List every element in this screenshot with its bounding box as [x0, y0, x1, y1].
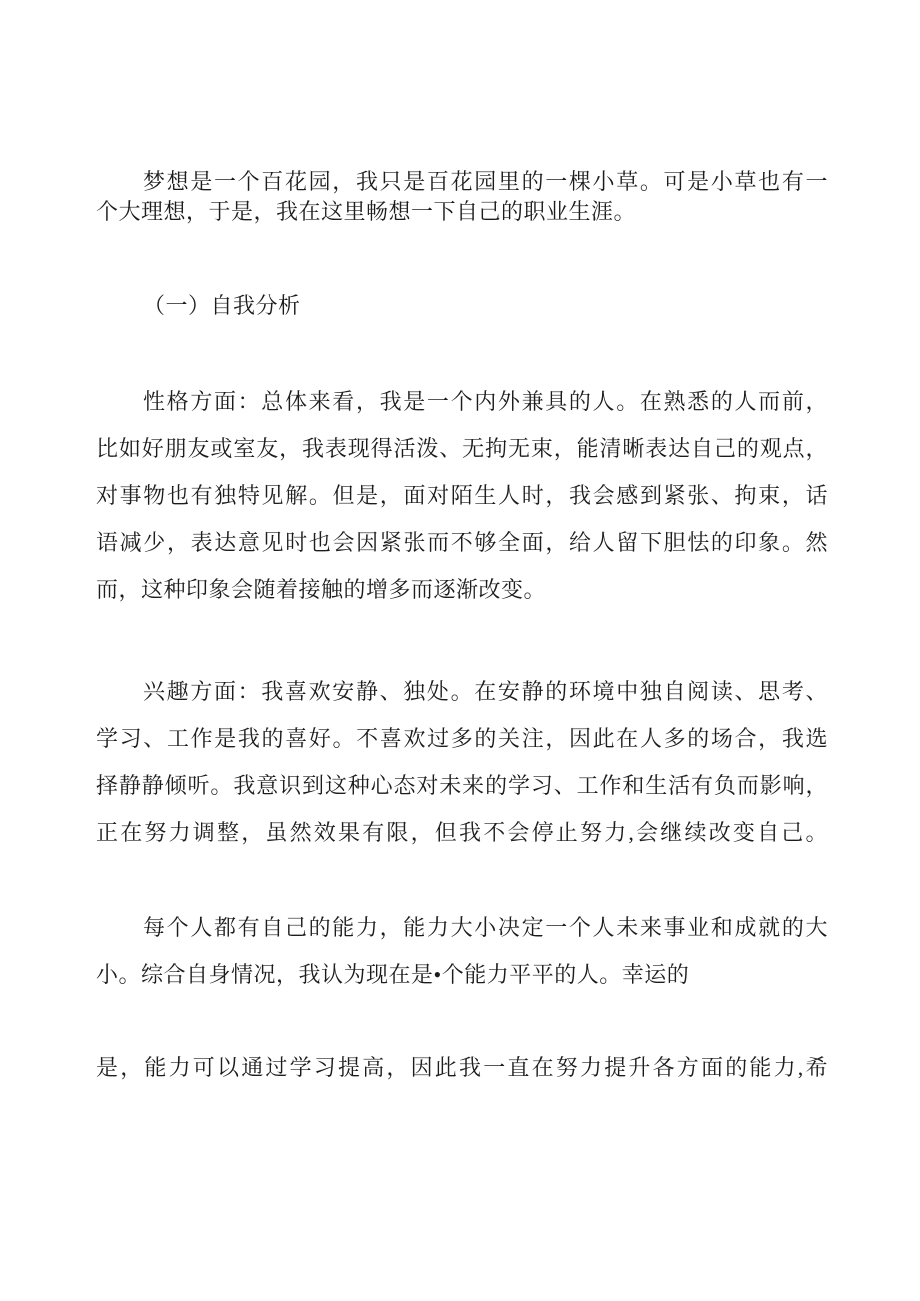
text-line: 性格方面：总体来看，我是一个内外兼具的人。在熟悉的人而前， [143, 389, 828, 414]
paragraph-interest [96, 668, 828, 856]
text-line: 小。综合自身情况，我认为现在是•个能力平平的人。幸运的 [96, 962, 690, 987]
paragraph-intro [96, 167, 828, 227]
text-line: 语减少，表达意见时也会因紧张而不够全面，给人留下胆怯的印象。然 [96, 530, 828, 555]
paragraph-personality [96, 378, 828, 613]
text-line: 梦想是一个百花园，我只是百花园里的一棵小草。可是小草也有一 [143, 169, 828, 194]
text-line: 学习、工作是我的喜好。不喜欢过多的关注，因此在人多的场合，我选 [96, 726, 828, 751]
document-page [96, 0, 828, 1091]
text-line: 对事物也有独特见解。但是，面对陌生人时，我会感到紧张、拘束，话 [96, 483, 828, 508]
heading-line: （一）自我分析 [143, 293, 301, 318]
text-line: 而，这种印象会随着接触的增多而逐渐改变。 [96, 577, 547, 602]
text-line: 择静静倾听。我意识到这种心态对未来的学习、工作和生活有负而影响， [96, 773, 828, 798]
text-line: 兴趣方面：我喜欢安静、独处。在安静的环境中独自阅读、思考、 [143, 679, 828, 704]
paragraph-ability [96, 904, 828, 998]
text-line: 比如好朋友或室友，我表现得活泼、无拘无束，能清晰表达自己的观点， [96, 436, 828, 461]
text-line: 每个人都有自己的能力，能力大小决定一个人未来事业和成就的大 [143, 915, 828, 940]
text-line: 正在努力调整，虽然效果有限，但我不会停止努力,会继续改变自己。 [96, 820, 828, 845]
section-heading [96, 291, 828, 321]
text-line: 是，能力可以通过学习提高，因此我一直在努力提升各方面的能力,希 [96, 1055, 828, 1080]
text-line: 个大理想，于是，我在这里畅想一下自己的职业生涯。 [96, 199, 637, 224]
paragraph-ability-continued [96, 1044, 828, 1091]
